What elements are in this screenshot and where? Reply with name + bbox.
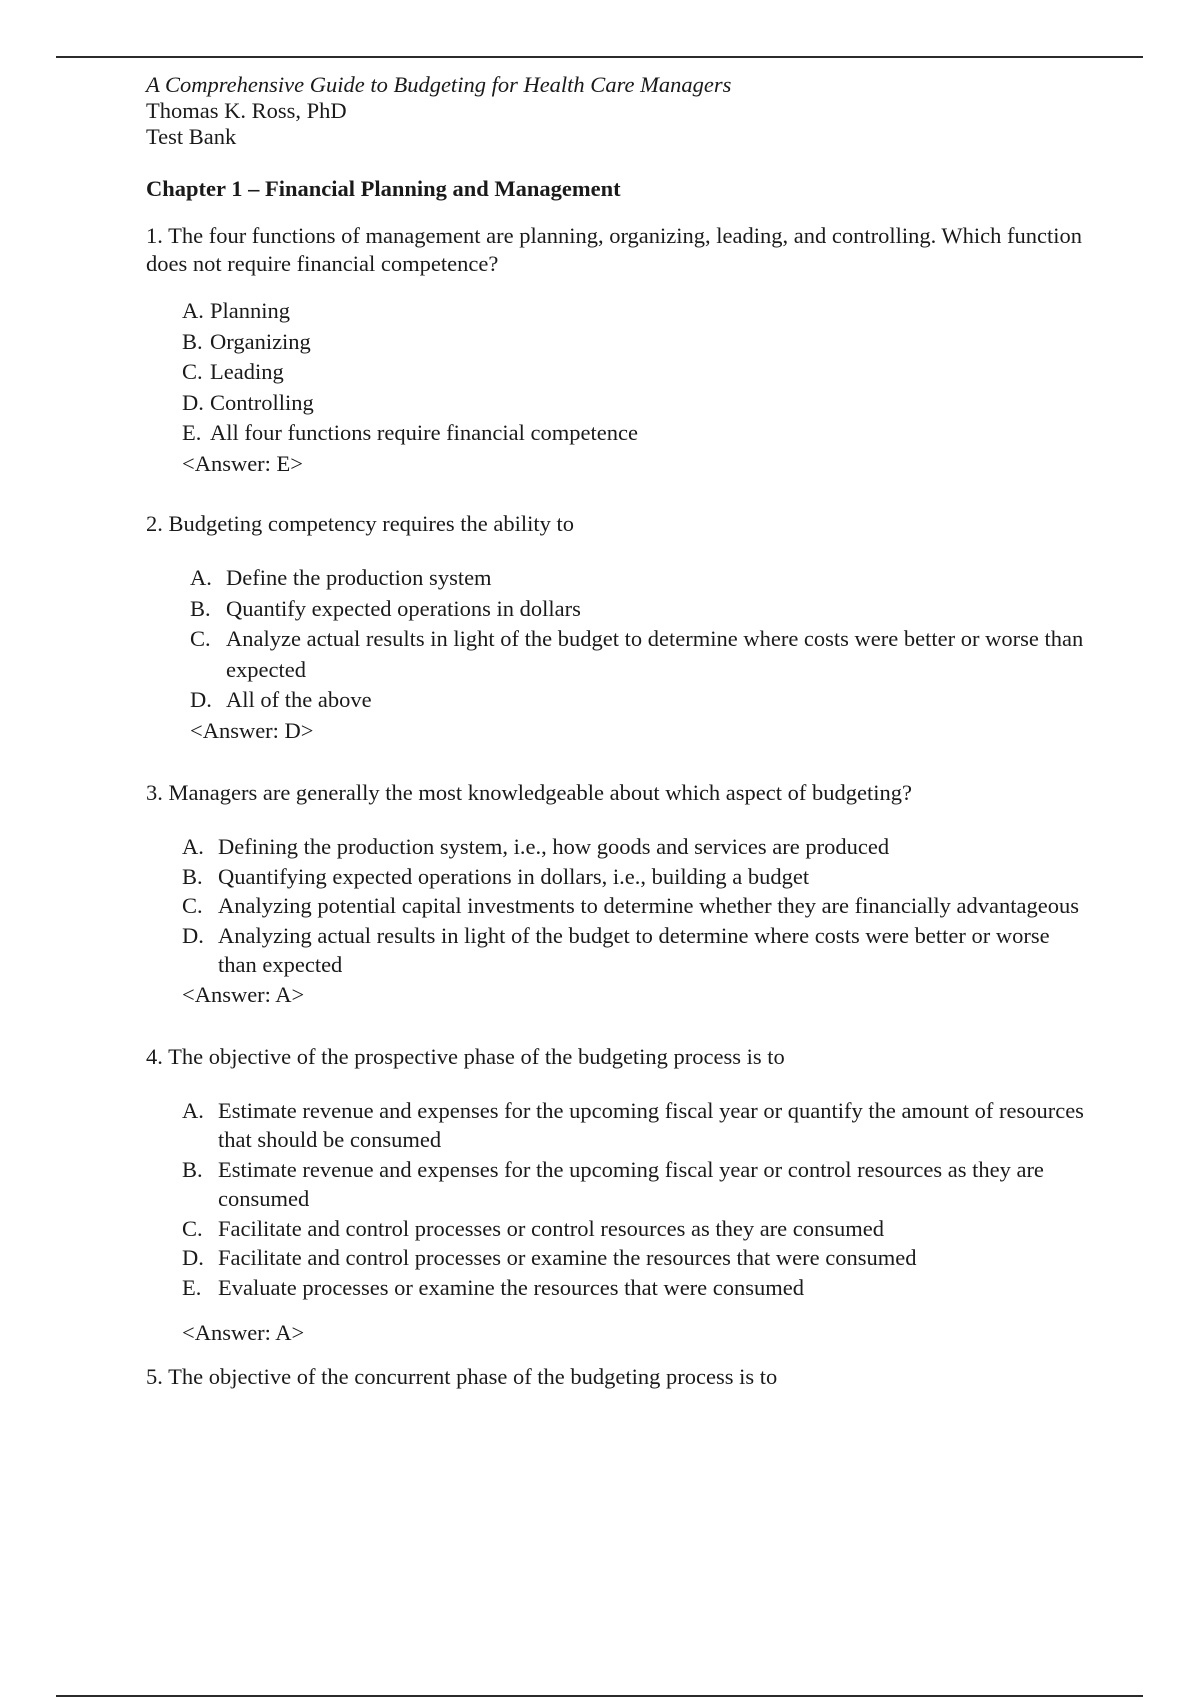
question-stem: 4. The objective of the prospective phase of the budgeting process is to — [146, 1043, 785, 1069]
option-item — [190, 563, 1086, 594]
option-text: Estimate revenue and expenses for the upcoming fiscal year or control resources as they are consumed — [218, 1156, 1044, 1211]
question-stem: 5. The objective of the concurrent phase of the budgeting process is to — [146, 1364, 778, 1389]
option-item — [182, 1214, 1086, 1244]
option-item — [182, 832, 1086, 862]
option-item — [182, 327, 1086, 358]
author-line: Thomas K. Ross, PhD — [146, 98, 347, 123]
option-letter: A. — [190, 565, 212, 590]
option-list — [190, 563, 1086, 716]
answer-key: <Answer: A> — [182, 1320, 305, 1345]
option-text: Facilitate and control processes or control resources as they are consumed — [218, 1215, 885, 1241]
option-letter: E. — [182, 1274, 202, 1300]
option-item — [182, 357, 1086, 388]
option-letter: A. — [182, 298, 204, 323]
option-item — [182, 296, 1086, 327]
option-letter: C. — [182, 893, 203, 918]
option-text: All four functions require financial competence — [210, 420, 638, 445]
answer-key: <Answer: D> — [190, 717, 314, 743]
option-letter: C. — [182, 359, 203, 384]
answer-key: <Answer: A> — [182, 981, 305, 1007]
option-item — [182, 862, 1086, 892]
option-list — [182, 1096, 1086, 1303]
option-letter: B. — [182, 863, 203, 889]
book-title: A Comprehensive Guide to Budgeting for Health Care Managers — [146, 72, 732, 97]
option-letter: D. — [190, 687, 212, 712]
question-stem: 1. The four functions of management are planning, organizing, leading, and controlling. Which function does not require financial competence? — [146, 223, 1083, 276]
option-item — [182, 1096, 1086, 1155]
option-item — [182, 1243, 1086, 1273]
option-item — [190, 685, 1086, 716]
option-list — [182, 832, 1086, 980]
top-rule — [56, 56, 1143, 58]
question-stem: 2. Budgeting competency requires the ability to — [146, 511, 575, 536]
option-letter: B. — [182, 328, 203, 354]
option-text: Organizing — [210, 328, 311, 354]
option-item — [190, 594, 1086, 625]
option-item — [182, 1273, 1086, 1303]
option-item — [182, 388, 1086, 419]
option-letter: C. — [182, 1215, 203, 1241]
option-text: Planning — [210, 298, 291, 323]
bottom-rule — [56, 1695, 1143, 1697]
option-text: Controlling — [210, 389, 314, 415]
option-item — [190, 624, 1086, 685]
option-letter: C. — [190, 626, 211, 651]
document-page — [146, 72, 1086, 1390]
question-1 — [146, 222, 1086, 479]
option-list — [182, 296, 1086, 449]
option-text: Estimate revenue and expenses for the upcoming fiscal year or quantify the amount of resources that should be consumed — [218, 1097, 1084, 1152]
question-stem: 3. Managers are generally the most knowledgeable about which aspect of budgeting? — [146, 780, 912, 805]
option-item — [182, 418, 1086, 449]
option-text: Analyzing potential capital investments to determine whether they are financially advantageous — [218, 893, 1079, 918]
option-text: All of the above — [226, 687, 372, 712]
option-text: Quantifying expected operations in dollars, i.e., building a budget — [218, 863, 810, 889]
question-2 — [146, 511, 1086, 746]
option-letter: B. — [190, 595, 211, 621]
option-letter: A. — [182, 1097, 204, 1123]
option-text: Analyzing actual results in light of the budget to determine where costs were better or worse than expected — [218, 922, 1050, 977]
test-bank-label: Test Bank — [146, 124, 237, 149]
option-item — [182, 921, 1086, 980]
question-3 — [146, 780, 1086, 1010]
option-letter: D. — [182, 922, 204, 948]
option-text: Defining the production system, i.e., how goods and services are produced — [218, 834, 890, 859]
option-letter: D. — [182, 1245, 204, 1270]
option-text: Evaluate processes or examine the resources that were consumed — [218, 1274, 805, 1300]
question-4 — [146, 1044, 1086, 1349]
option-text: Leading — [210, 359, 284, 384]
option-item — [182, 891, 1086, 921]
chapter-title: Chapter 1 – Financial Planning and Management — [146, 176, 621, 201]
option-text: Define the production system — [226, 565, 492, 590]
option-letter: A. — [182, 834, 204, 859]
option-text: Analyze actual results in light of the budget to determine where costs were better or worse than expected — [226, 626, 1084, 682]
option-letter: E. — [182, 420, 202, 445]
question-5 — [146, 1364, 1086, 1390]
option-text: Quantify expected operations in dollars — [226, 595, 581, 621]
option-letter: D. — [182, 389, 204, 415]
option-text: Facilitate and control processes or examine the resources that were consumed — [218, 1245, 917, 1270]
option-item — [182, 1155, 1086, 1214]
answer-key: <Answer: E> — [182, 450, 303, 476]
option-letter: B. — [182, 1156, 203, 1182]
